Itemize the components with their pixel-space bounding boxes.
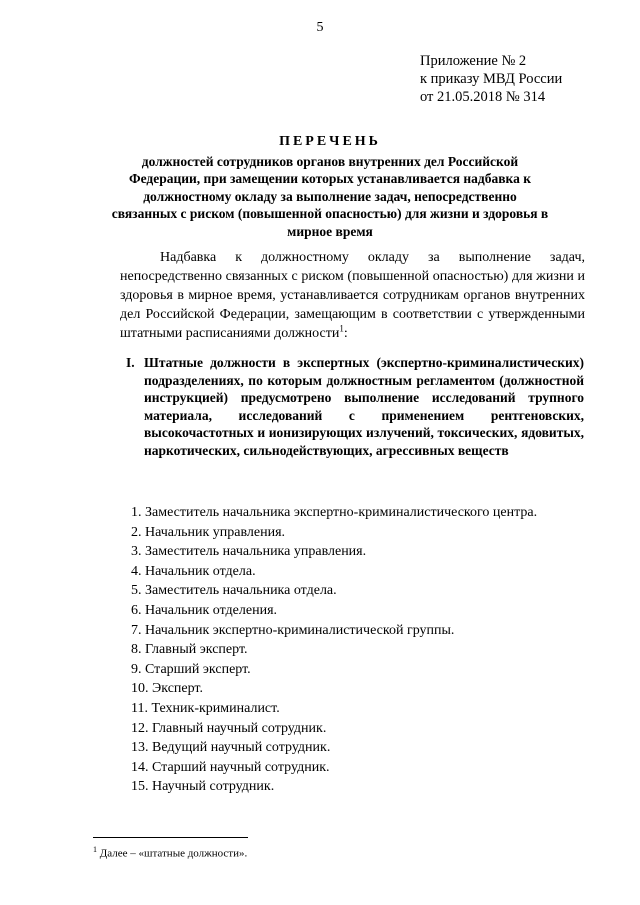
list-item: 12. Главный научный сотрудник. (131, 720, 327, 736)
document-title: ПЕРЕЧЕНЬ (279, 134, 381, 149)
list-item: 7. Начальник экспертно-криминалистической группы. (131, 622, 455, 638)
appendix-block (420, 52, 562, 106)
appendix-line-2: к приказу МВД России (420, 71, 563, 87)
section-number: I. (126, 355, 135, 370)
appendix-line-1: Приложение № 2 (420, 53, 527, 69)
intro-text: Надбавка к должностному окладу за выполнение задач, непосредственно связанных с риском (повышенной опасностью) для жизни и здоровья в мирное время, устанавливается сотрудникам органов внутренних дел Российской Федерации, замещающим в соответствии с утвержденными штатными расписаниями должности (120, 250, 585, 341)
list-item: 15. Научный сотрудник. (131, 779, 275, 795)
footnote-reference: 1 (339, 323, 344, 334)
footnote (93, 845, 247, 860)
list-item: 5. Заместитель начальника отдела. (131, 583, 337, 599)
footnote-mark: 1 (93, 845, 97, 854)
document-subtitle: должностей сотрудников органов внутренних дел Российской Федерации, при замещении которых устанавливается надбавка к должностному окладу за выполнение задач, непосредственно связанных с риском (повышенной опасностью) для жизни и здоровья в мирное время (111, 153, 549, 239)
list-item: 6. Начальник отделения. (131, 602, 278, 618)
section-heading (126, 354, 584, 459)
positions-list (131, 503, 537, 797)
footnote-divider (93, 837, 248, 838)
list-item: 8. Главный эксперт. (131, 642, 248, 658)
list-item: 10. Эксперт. (131, 681, 203, 697)
list-item: 1. Заместитель начальника экспертно-криминалистического центра. (131, 505, 538, 520)
list-item: 11. Техник-криминалист. (131, 700, 280, 716)
list-item: 9. Старший эксперт. (131, 661, 251, 677)
list-item: 3. Заместитель начальника управления. (131, 544, 367, 560)
list-item: 13. Ведущий научный сотрудник. (131, 740, 331, 756)
appendix-line-3: от 21.05.2018 № 314 (420, 89, 546, 105)
list-item: 14. Старший научный сотрудник. (131, 759, 330, 775)
document-heading (110, 133, 550, 240)
intro-ending: : (343, 326, 348, 341)
intro-paragraph (120, 248, 585, 343)
footnote-text: Далее – «штатные должности». (99, 847, 248, 860)
list-item: 4. Начальник отдела. (131, 563, 256, 579)
section-text: Штатные должности в экспертных (экспертно-криминалистических) подразделениях, по которым должностным регламентом (должностной инструкцией) предусмотрено выполнение исследований трупного материала, исследований с применением рентгеновских, высокочастотных и ионизирующих излучений, токсических, ядовитых, наркотических, сильнодействующих, агрессивных веществ (144, 355, 584, 458)
list-item: 2. Начальник управления. (131, 524, 286, 540)
page-number: 5 (316, 20, 324, 35)
